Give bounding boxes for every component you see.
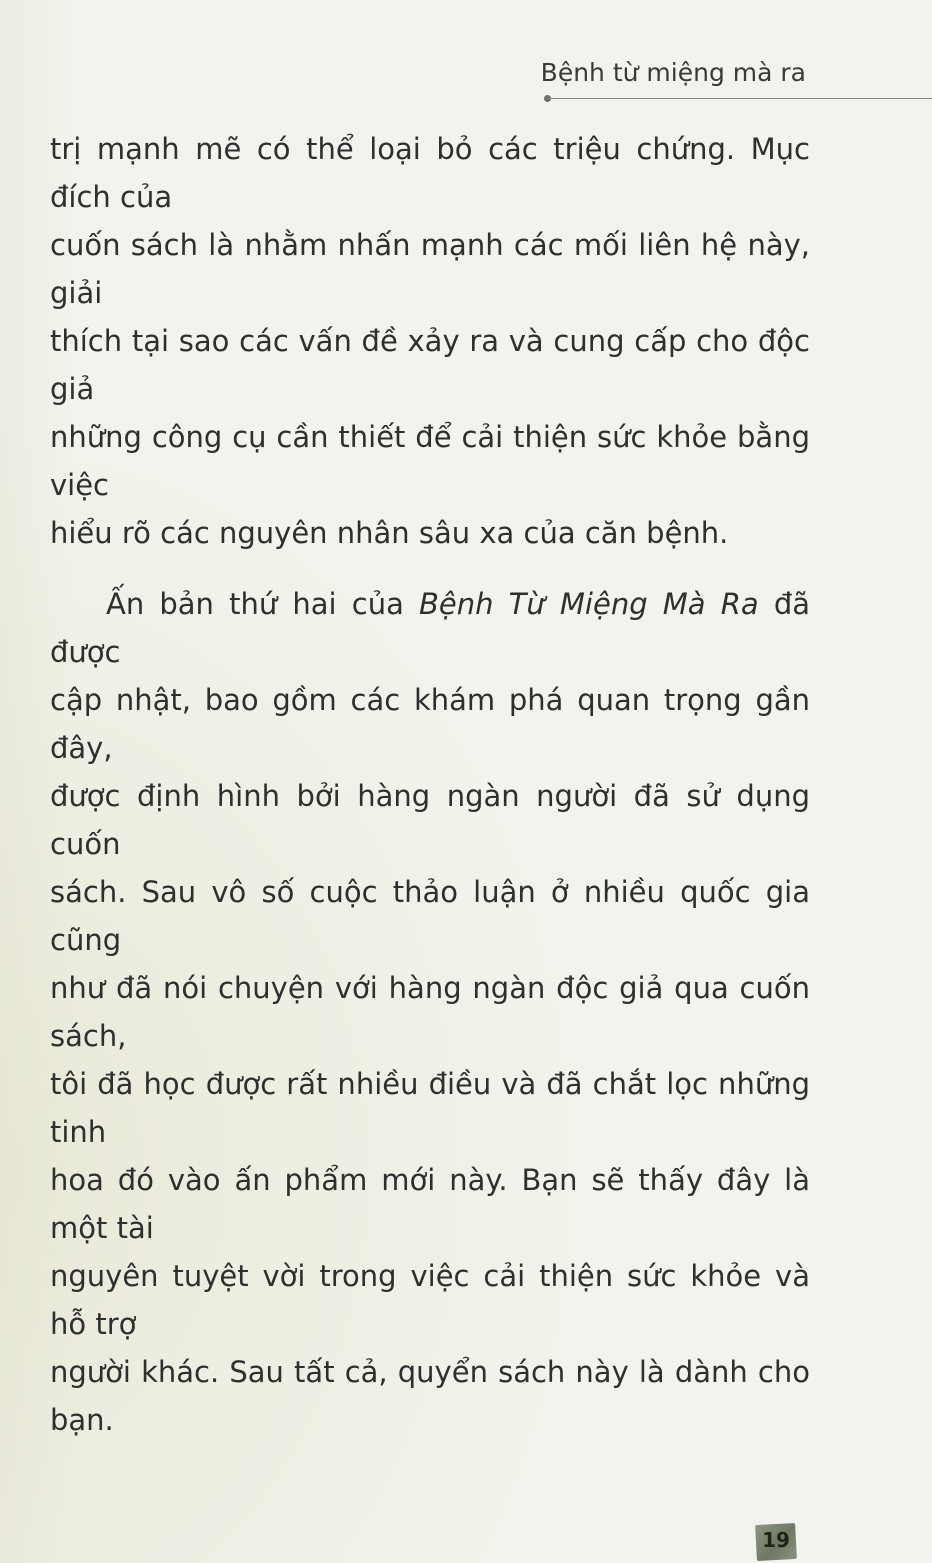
paragraph-2-rest: đã được cập nhật, bao gồm các khám phá quan trọng gần đây, được định hình bởi hàng ngàn người đã sử dụng cuốn sách. Sau vô số cuộc thảo luận ở nhiều quốc gia cũng như đã nói chuyện với hàng ngàn độc giả qua cuốn sách, tôi đã học được rất nhiều điều và đã chắt lọc những tinh hoa đó vào ấn phẩm mới này. Bạn sẽ thấy đây là một tài nguyên tuyệt vời trong việc cải thiện sức khỏe và hỗ trợ người khác. Sau tất cả, quyển sách này là dành cho bạn. [50,587,810,1437]
page-number: 19 [762,1528,790,1552]
paragraph-1: trị mạnh mẽ có thể loại bỏ các triệu chứng. Mục đích của cuốn sách là nhằm nhấn mạnh các mối liên hệ này, giải thích tại sao các vấn đề xảy ra và cung cấp cho độc giả những công cụ cần thiết để cải thiện sức khỏe bằng việc hiểu rõ các nguyên nhân sâu xa của căn bệnh. [50,132,810,550]
book-title-italic: Bệnh Từ Miệng Mà Ra [419,587,759,621]
paragraph-2-lead: Ấn bản thứ hai của [106,587,419,621]
paragraph-2 [50,580,810,1444]
header-rule [548,98,932,99]
running-header-title: Bệnh từ miệng mà ra [540,58,806,87]
body-text [50,125,810,1444]
